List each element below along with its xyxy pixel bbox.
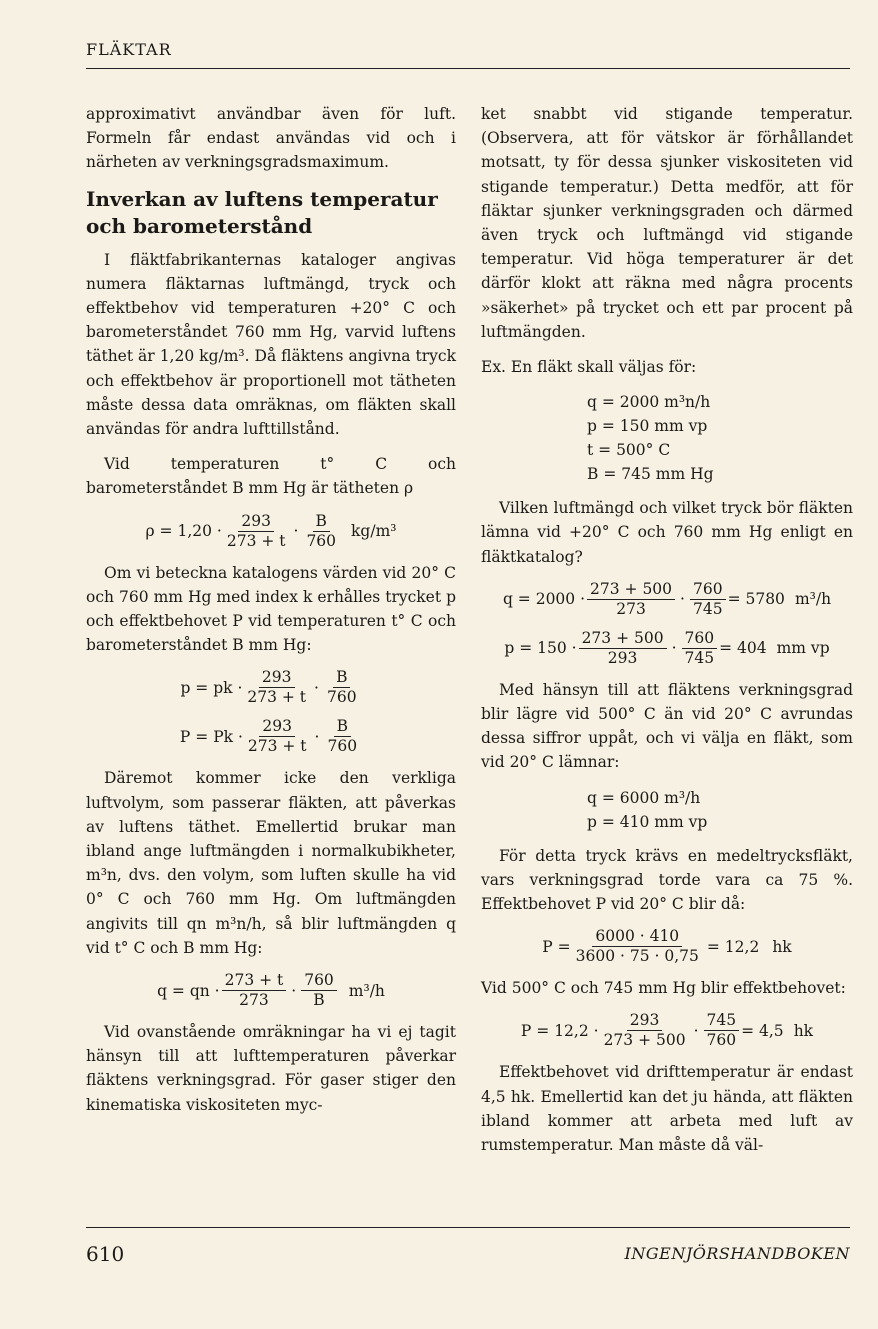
section-heading: Inverkan av luftens temperatur och barometerstånd [86, 186, 438, 238]
paragraph: Effektbehovet vid drifttemperatur är endast 4,5 hk. Emellertid kan det ju hända, att fläkten ibland kommer att arbeta med luft av rumstemperatur. Man måste då väl- [481, 1063, 853, 1155]
paragraph: Vid temperaturen t° C och barometerståndet B mm Hg är tätheten ρ [86, 455, 456, 498]
paragraph: Om vi beteckna katalogens värden vid 20° C och 760 mm Hg med index k erhålles trycket p och effektbehovet P vid temperaturen t° C och barometerståndet B mm Hg: [86, 563, 456, 655]
paragraph: ket snabbt vid stigande temperatur. (Observera, att för vätskor är förhållandet motsatt, ty för dessa sjunker viskositeten vid stigande temperatur.) Detta medför, att för fläktar sjunker verkningsgraden och därmed även tryck och luftmängd vid stigande temperatur. Vid höga temperaturer är det därför klokt att räkna med några procents »säkerhet» på trycket och ett par procent på luftmängden. [481, 105, 853, 341]
paragraph: Däremot kommer icke den verkliga luftvolym, som passerar fläkten, att påverkas av luftens täthet. Emellertid brukar man ibland ange luftmängden i normalkubikheter, m³n, dvs. den volym, som luften skulle ha vid 0° C och 760 mm Hg. Om luftmängden angivits till qn m³n/h, så blir luftmängden q vid t° C och B mm Hg: [86, 769, 456, 957]
left-column [86, 102, 456, 1128]
paragraph: Vilken luftmängd och vilket tryck bör fläkten lämna vid +20° C och 760 mm Hg enligt en fläktkatalog? [481, 499, 853, 566]
formula-pressure: p = pk · $\frac{293}{273 + t}$ · $\frac{B}{760}$ [180, 668, 357, 707]
paragraph: Ex. En fläkt skall väljas för: [481, 358, 697, 377]
paragraph: Med hänsyn till att fläktens verkningsgrad blir lägre vid 500° C än vid 20° C avrundas dessa siffror uppåt, och vi välja en fläkt, som vid 20° C lämnar: [481, 680, 853, 772]
paragraph: För detta tryck krävs en medeltrycksfläkt, vars verkningsgrad torde vara ca 75 %. Effektbehovet P vid 20° C blir då: [481, 846, 853, 914]
paragraph: Vid ovanstående omräkningar ha vi ej tagit hänsyn till att lufttemperaturen påverkar fläktens verkningsgrad. För gaser stiger den kinematiska viskositeten myc- [86, 1023, 456, 1114]
formula-density: ρ = 1,20 · $\frac{293}{273 + t}$ · $\frac{B}{760}$ kg/m³ [145, 511, 397, 550]
header-rule [86, 68, 850, 69]
running-header: FLÄKTAR [86, 40, 172, 59]
formula-airflow: q = qn · $\frac{273 + t}{273}$ · $\frac{760}{B}$ m³/h [157, 971, 385, 1010]
given-values: q = 2000 m³n/h p = 150 mm vp t = 500° C B = 745 mm Hg [587, 393, 714, 484]
formula-example-airflow: q = 2000 · $\frac{273 + 500}{273}$ · $\frac{760}{745}$ = 5780 m³/h [502, 579, 832, 618]
page-number: 610 [86, 1242, 125, 1266]
paragraph: Vid 500° C och 745 mm Hg blir effektbehovet: [481, 979, 846, 998]
paragraph: approximativt användbar även för luft. Formeln får endast användas vid och i närheten av verkningsgradsmaximum. [86, 105, 456, 172]
right-column [481, 102, 853, 1168]
book-title: INGENJÖRSHANDBOKEN [624, 1244, 850, 1263]
formula-example-power-hot: P = 12,2 · $\frac{293}{273 + 500}$ · $\frac{745}{760}$ = 4,5 hk [520, 1011, 814, 1050]
paragraph: I fläktfabrikanternas kataloger angivas numera fläktarnas luftmängd, tryck och effektbehov vid temperaturen +20° C och barometerståndet 760 mm Hg, varvid luftens täthet är 1,20 kg/m³. Då fläktens angivna tryck och effektbehov är proportionell mot tätheten måste dessa data omräknas, om fläkten skall användas för andra lufttillstånd. [86, 250, 456, 439]
formula-example-power: P = $\frac{6000 \cdot 410}{3600 \cdot 75 \cdot 0,75}$ = 12,2 hk [542, 927, 792, 966]
formula-power: P = Pk · $\frac{293}{273 + t}$ · $\frac{B}{760}$ [179, 717, 358, 756]
chosen-values: q = 6000 m³/h p = 410 mm vp [587, 788, 708, 831]
formula-example-pressure: p = 150 · $\frac{273 + 500}{293}$ · $\frac{760}{745}$ = 404 mm vp [504, 628, 830, 667]
footer-rule [86, 1227, 850, 1228]
